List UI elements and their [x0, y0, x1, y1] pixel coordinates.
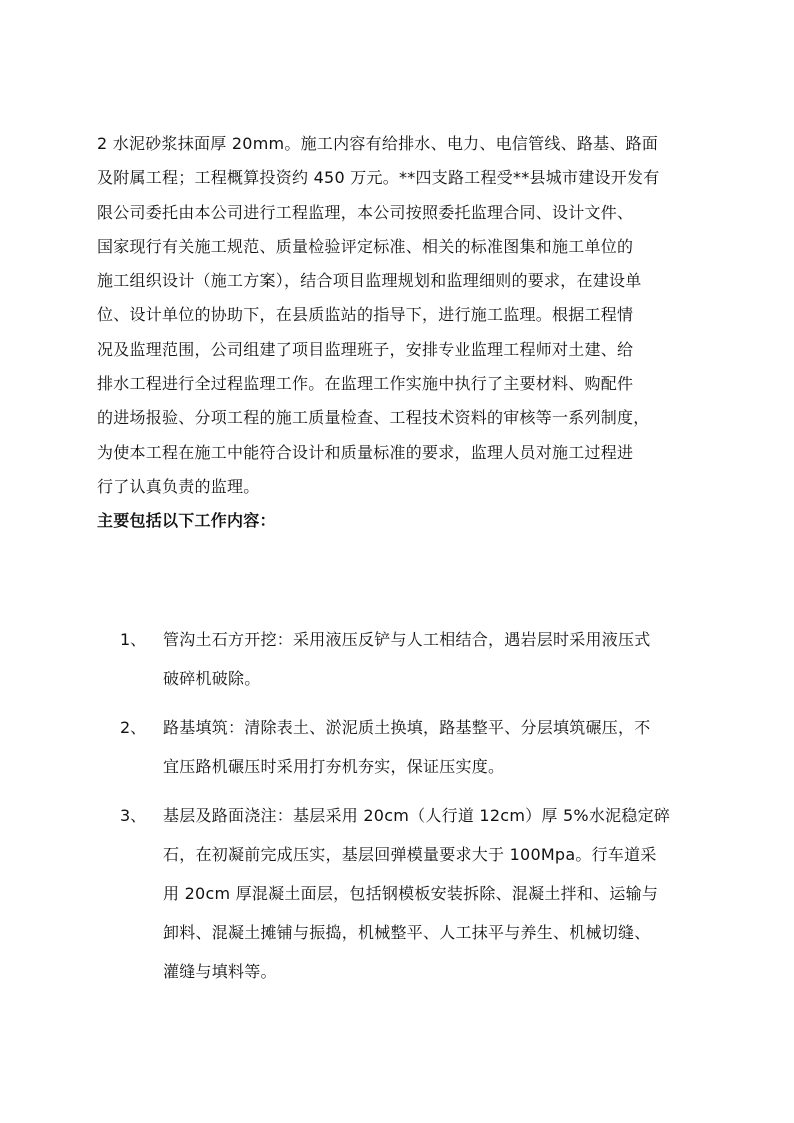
paragraph-line: 况及监理范围，公司组建了项目监理班子，安排专业监理工程师对土建、给	[97, 339, 634, 359]
paragraph-line: 排水工程进行全过程监理工作。在监理工作实施中执行了主要材料、购配件	[97, 374, 634, 394]
list-item	[97, 796, 722, 991]
list-item	[97, 620, 722, 698]
body-text	[97, 127, 717, 539]
list-item-line: 卸料、混凝土摊铺与振捣，机械整平、人工抹平与养生、机械切缝、	[163, 923, 651, 942]
list-item-line: 管沟土石方开挖：采用液压反铲与人工相结合，遇岩层时采用液压式	[163, 630, 651, 649]
section-heading: 主要包括以下工作内容：	[97, 511, 276, 531]
list-item-line: 破碎机破除。	[163, 669, 261, 688]
paragraph-line: 行了认真负责的监理。	[97, 476, 260, 496]
paragraph-line: 国家现行有关施工规范、质量检验评定标准、相关的标准图集和施工单位的	[97, 236, 634, 256]
list-item-line: 路基填筑：清除表土、淤泥质土换填，路基整平、分层填筑碾压，不	[163, 718, 651, 737]
list-item-line: 石，在初凝前完成压实，基层回弹模量要求大于 100Mpa。行车道采	[163, 845, 657, 864]
paragraph-line: 施工组织设计（施工方案），结合项目监理规划和监理细则的要求，在建设单	[97, 271, 642, 291]
list-item-line: 灌缝与填料等。	[163, 962, 277, 981]
list-item-number: 2、	[120, 718, 147, 737]
paragraph-line: 为使本工程在施工中能符合设计和质量标准的要求，监理人员对施工过程进	[97, 442, 634, 462]
list-item-line: 用 20cm 厚混凝土面层，包括钢模板安装拆除、混凝土拌和、运输与	[163, 884, 659, 903]
list-item	[97, 708, 722, 786]
list-item-number: 3、	[120, 806, 147, 825]
list-item-line: 宜压路机碾压时采用打夯机夯实，保证压实度。	[163, 757, 505, 776]
work-content-list	[97, 620, 722, 991]
list-item-line: 基层及路面浇注：基层采用 20cm（人行道 12cm）厚 5%水泥稳定碎	[163, 806, 671, 825]
paragraph-line: 位、设计单位的协助下，在县质监站的指导下，进行施工监理。根据工程情	[97, 305, 634, 325]
paragraph-line: 2 水泥砂浆抹面厚 20mm。施工内容有给排水、电力、电信管线、路基、路面	[97, 134, 659, 153]
paragraph-line: 的进场报验、分项工程的施工质量检查、工程技术资料的审核等一系列制度，	[97, 408, 650, 428]
list-item-number: 1、	[120, 630, 147, 649]
paragraph-line: 及附属工程；工程概算投资约 450 万元。**四支路工程受**县城市建设开发有	[97, 168, 660, 188]
paragraph-line: 限公司委托由本公司进行工程监理，本公司按照委托监理合同、设计文件、	[97, 202, 634, 222]
